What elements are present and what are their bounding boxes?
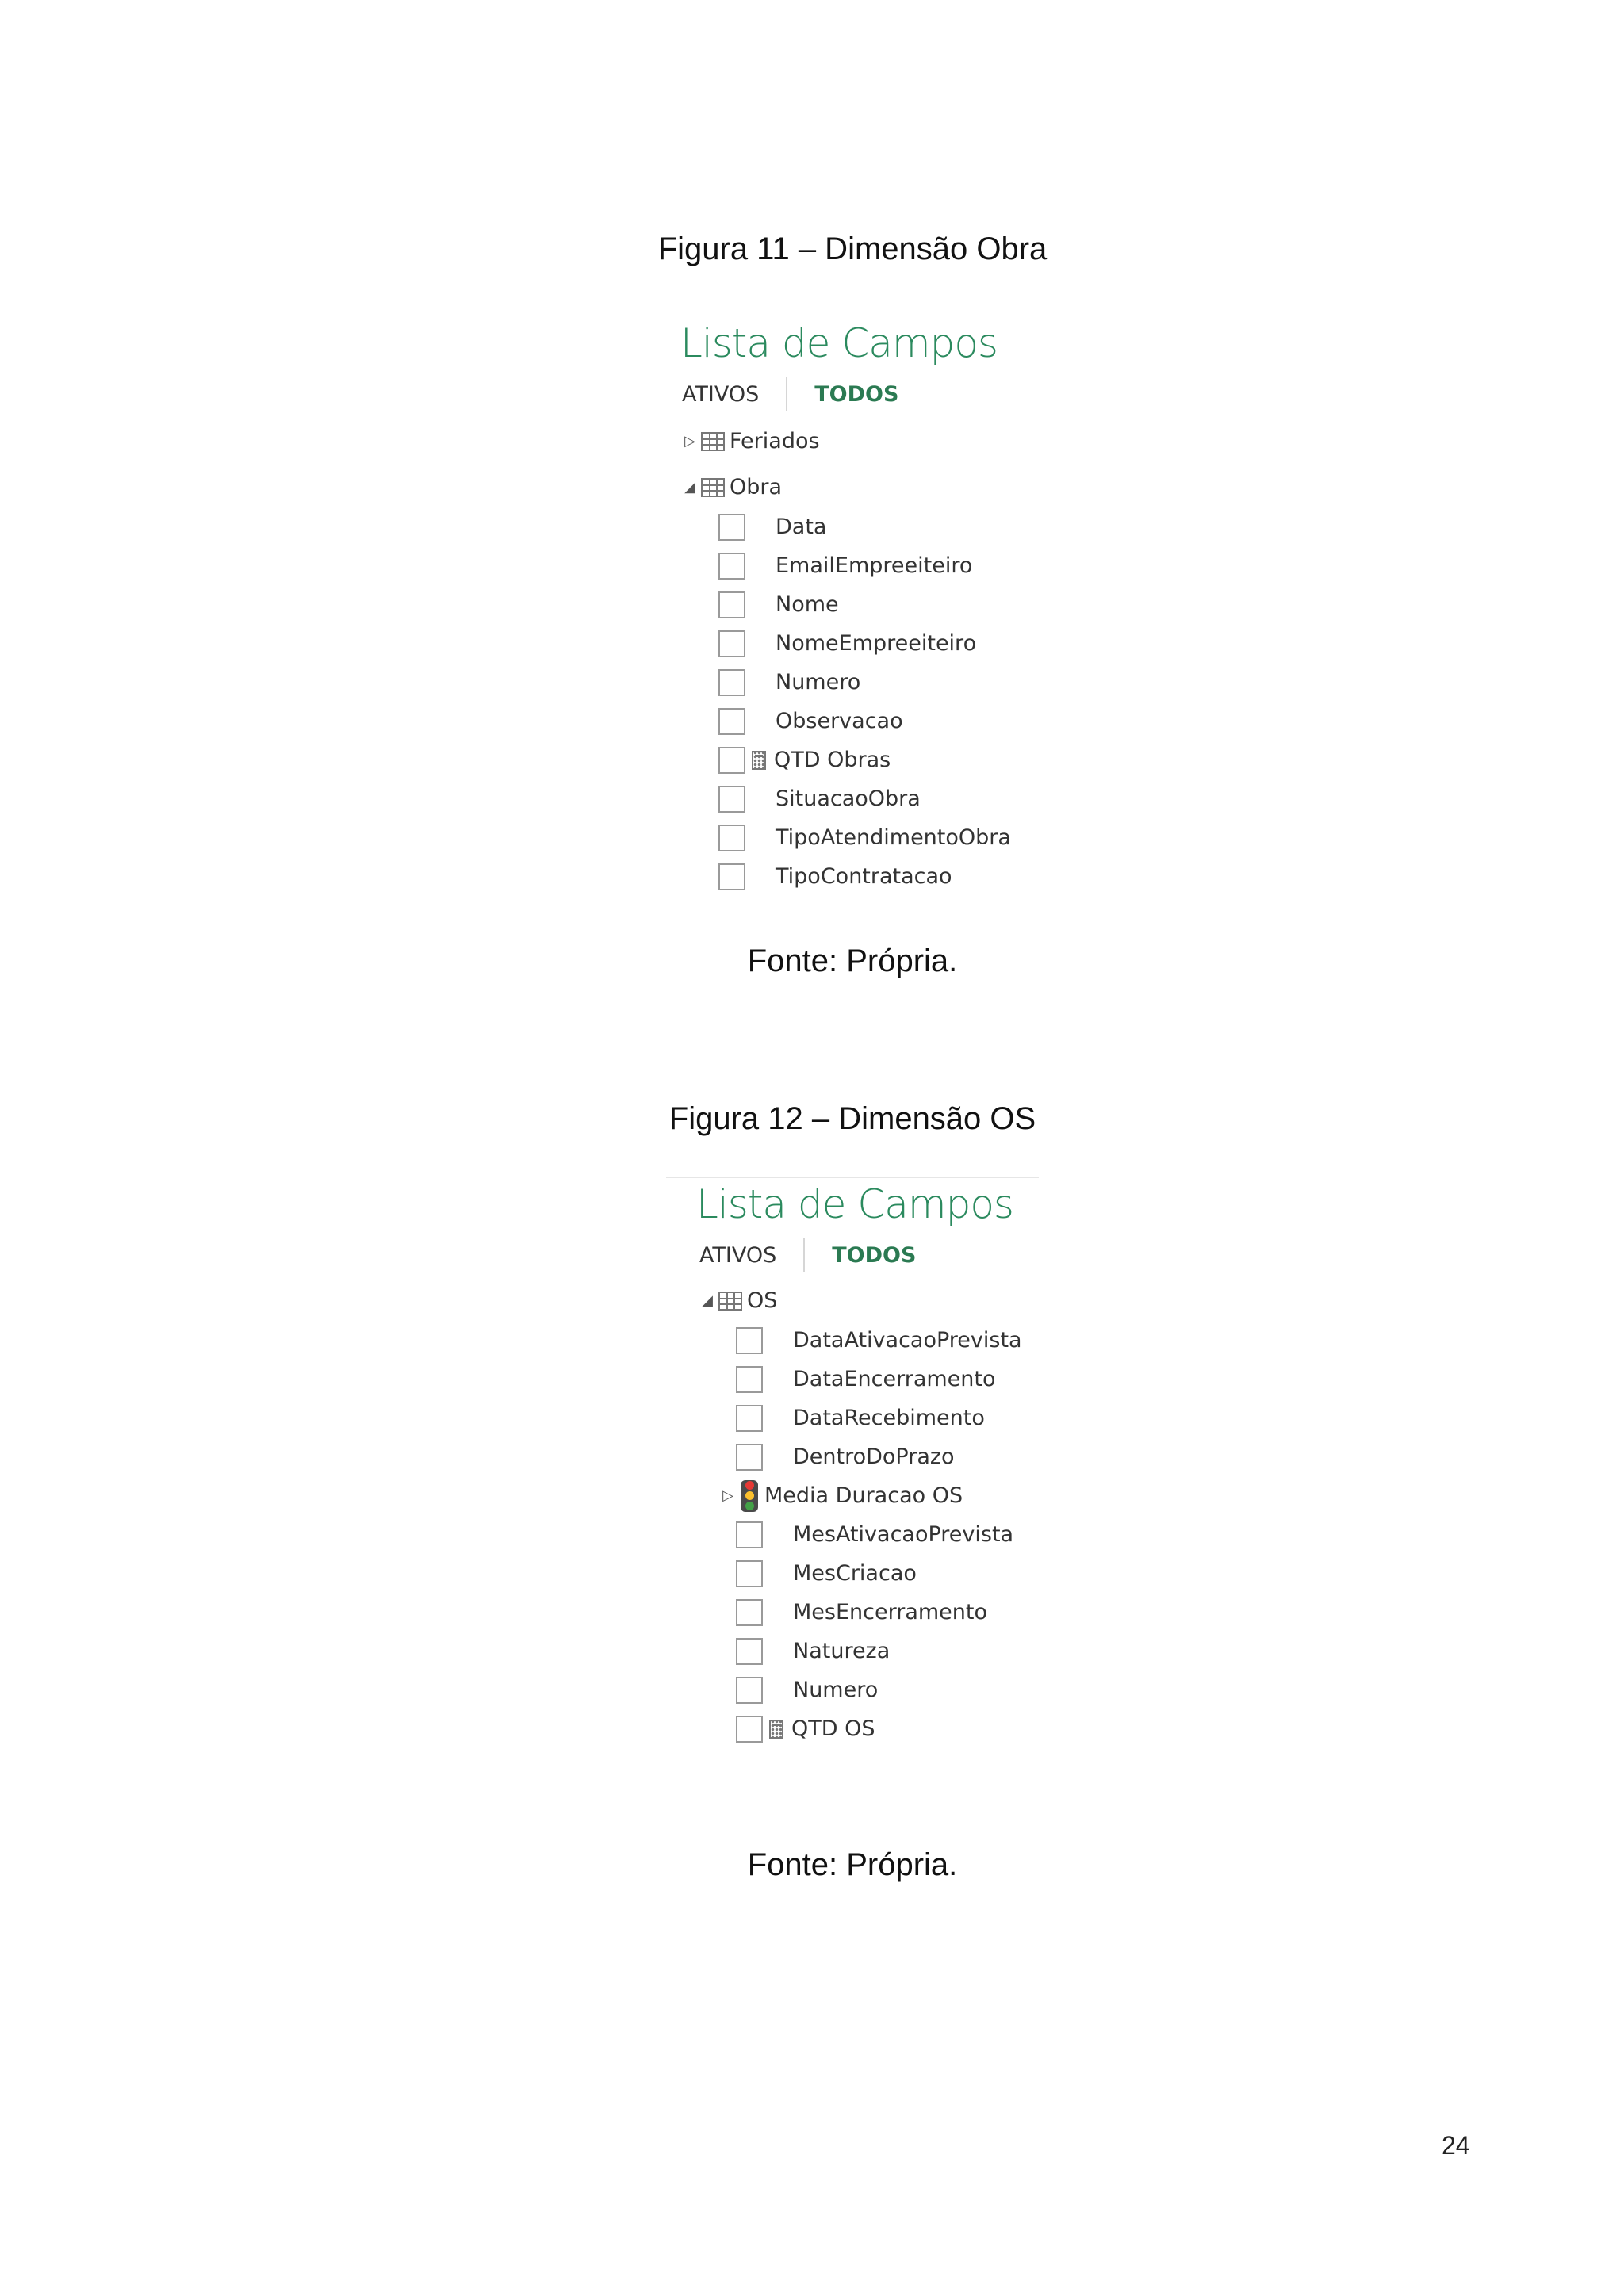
field-checkbox[interactable] [718,553,745,580]
field-label: TipoContratacao [776,864,952,889]
field-item[interactable] [718,740,891,779]
table-icon [701,478,725,497]
field-label: DataRecebimento [793,1406,985,1430]
figure-12-caption: Figura 12 – Dimensão OS [668,1101,1036,1136]
field-item[interactable] [718,507,826,546]
field-label: NomeEmpreeiteiro [776,631,977,656]
field-checkbox[interactable] [718,747,745,774]
tab-todos[interactable]: TODOS [814,381,899,407]
field-checkbox[interactable] [736,1327,763,1354]
table-name: Obra [730,475,783,499]
field-checkbox[interactable] [718,708,745,735]
field-item[interactable] [736,1515,1013,1554]
field-label: QTD OS [791,1716,875,1741]
field-label: DataAtivacaoPrevista [793,1328,1022,1353]
figure-11-source: Fonte: Própria. [747,943,958,978]
field-item[interactable] [718,702,903,740]
field-list-title: Lista de Campos [680,320,998,366]
field-item[interactable] [736,1360,996,1399]
calculator-icon [752,751,766,770]
field-item[interactable] [736,1593,987,1632]
field-item[interactable] [718,818,1011,857]
field-list-panel-os [666,1178,1039,1782]
field-checkbox[interactable] [736,1677,763,1704]
field-tree [680,414,1045,905]
field-checkbox[interactable] [736,1599,763,1626]
field-checkbox[interactable] [736,1716,763,1743]
field-item[interactable] [736,1670,878,1709]
field-checkbox[interactable] [718,825,745,851]
collapse-arrow-icon[interactable]: ◢ [684,479,695,496]
field-item[interactable] [736,1709,875,1748]
page-number: 24 [1442,2131,1470,2160]
table-name: Feriados [730,429,820,453]
field-label: EmailEmpreeiteiro [776,553,973,578]
field-item[interactable] [736,1632,890,1670]
field-label: Natureza [793,1639,891,1663]
field-checkbox[interactable] [718,863,745,890]
expand-arrow-icon[interactable]: ▷ [722,1487,733,1504]
calculator-icon [769,1720,783,1739]
table-node-feriados[interactable] [680,422,820,461]
field-item[interactable] [736,1399,985,1437]
field-checkbox[interactable] [736,1405,763,1432]
tab-todos[interactable]: TODOS [832,1242,917,1268]
field-checkbox[interactable] [736,1638,763,1665]
field-label: Nome [776,592,839,617]
field-checkbox[interactable] [736,1366,763,1393]
field-list-title: Lista de Campos [696,1181,1013,1227]
tab-ativos[interactable]: ATIVOS [699,1242,777,1268]
field-label: Numero [793,1678,879,1702]
field-label: QTD Obras [774,748,891,772]
expand-arrow-icon[interactable]: ▷ [684,433,695,450]
table-name: OS [747,1288,778,1313]
field-item[interactable] [718,585,839,624]
collapse-arrow-icon[interactable]: ◢ [702,1292,713,1309]
field-item[interactable] [736,1554,917,1593]
field-checkbox[interactable] [718,591,745,618]
traffic-light-icon [741,1480,758,1512]
field-label: Data [776,515,827,539]
field-item[interactable] [718,1476,963,1515]
field-checkbox[interactable] [736,1521,763,1548]
field-label: Observacao [776,709,903,733]
field-list-tabs [698,1235,1039,1275]
field-label: DentroDoPrazo [793,1445,955,1469]
field-checkbox[interactable] [718,786,745,813]
field-checkbox[interactable] [718,630,745,657]
field-item[interactable] [718,779,921,818]
field-item[interactable] [736,1321,1022,1360]
table-icon [718,1292,742,1311]
table-icon [701,432,725,451]
field-checkbox[interactable] [718,514,745,541]
field-label: Numero [776,670,861,695]
figure-11-caption: Figura 11 – Dimensão Obra [657,232,1048,266]
figure-12-source: Fonte: Própria. [747,1847,958,1882]
field-item[interactable] [718,857,952,896]
field-label: Media Duracao OS [764,1483,963,1508]
field-item[interactable] [718,546,972,585]
field-item[interactable] [718,663,860,702]
field-label: TipoAtendimentoObra [776,825,1011,850]
field-item[interactable] [736,1437,955,1476]
field-tree [666,1275,1039,1782]
field-label: MesEncerramento [793,1600,988,1624]
tab-ativos[interactable]: ATIVOS [682,381,760,407]
field-label: MesAtivacaoPrevista [793,1522,1014,1547]
field-label: MesCriacao [793,1561,917,1586]
field-list-tabs [680,374,1045,414]
field-checkbox[interactable] [736,1560,763,1587]
field-label: DataEncerramento [793,1367,996,1391]
field-item[interactable] [718,624,976,663]
table-node-obra[interactable] [680,468,782,507]
field-checkbox[interactable] [718,669,745,696]
field-checkbox[interactable] [736,1444,763,1471]
table-node-os[interactable] [698,1281,777,1320]
field-label: SituacaoObra [776,786,921,811]
field-list-panel-obra [680,317,1045,905]
